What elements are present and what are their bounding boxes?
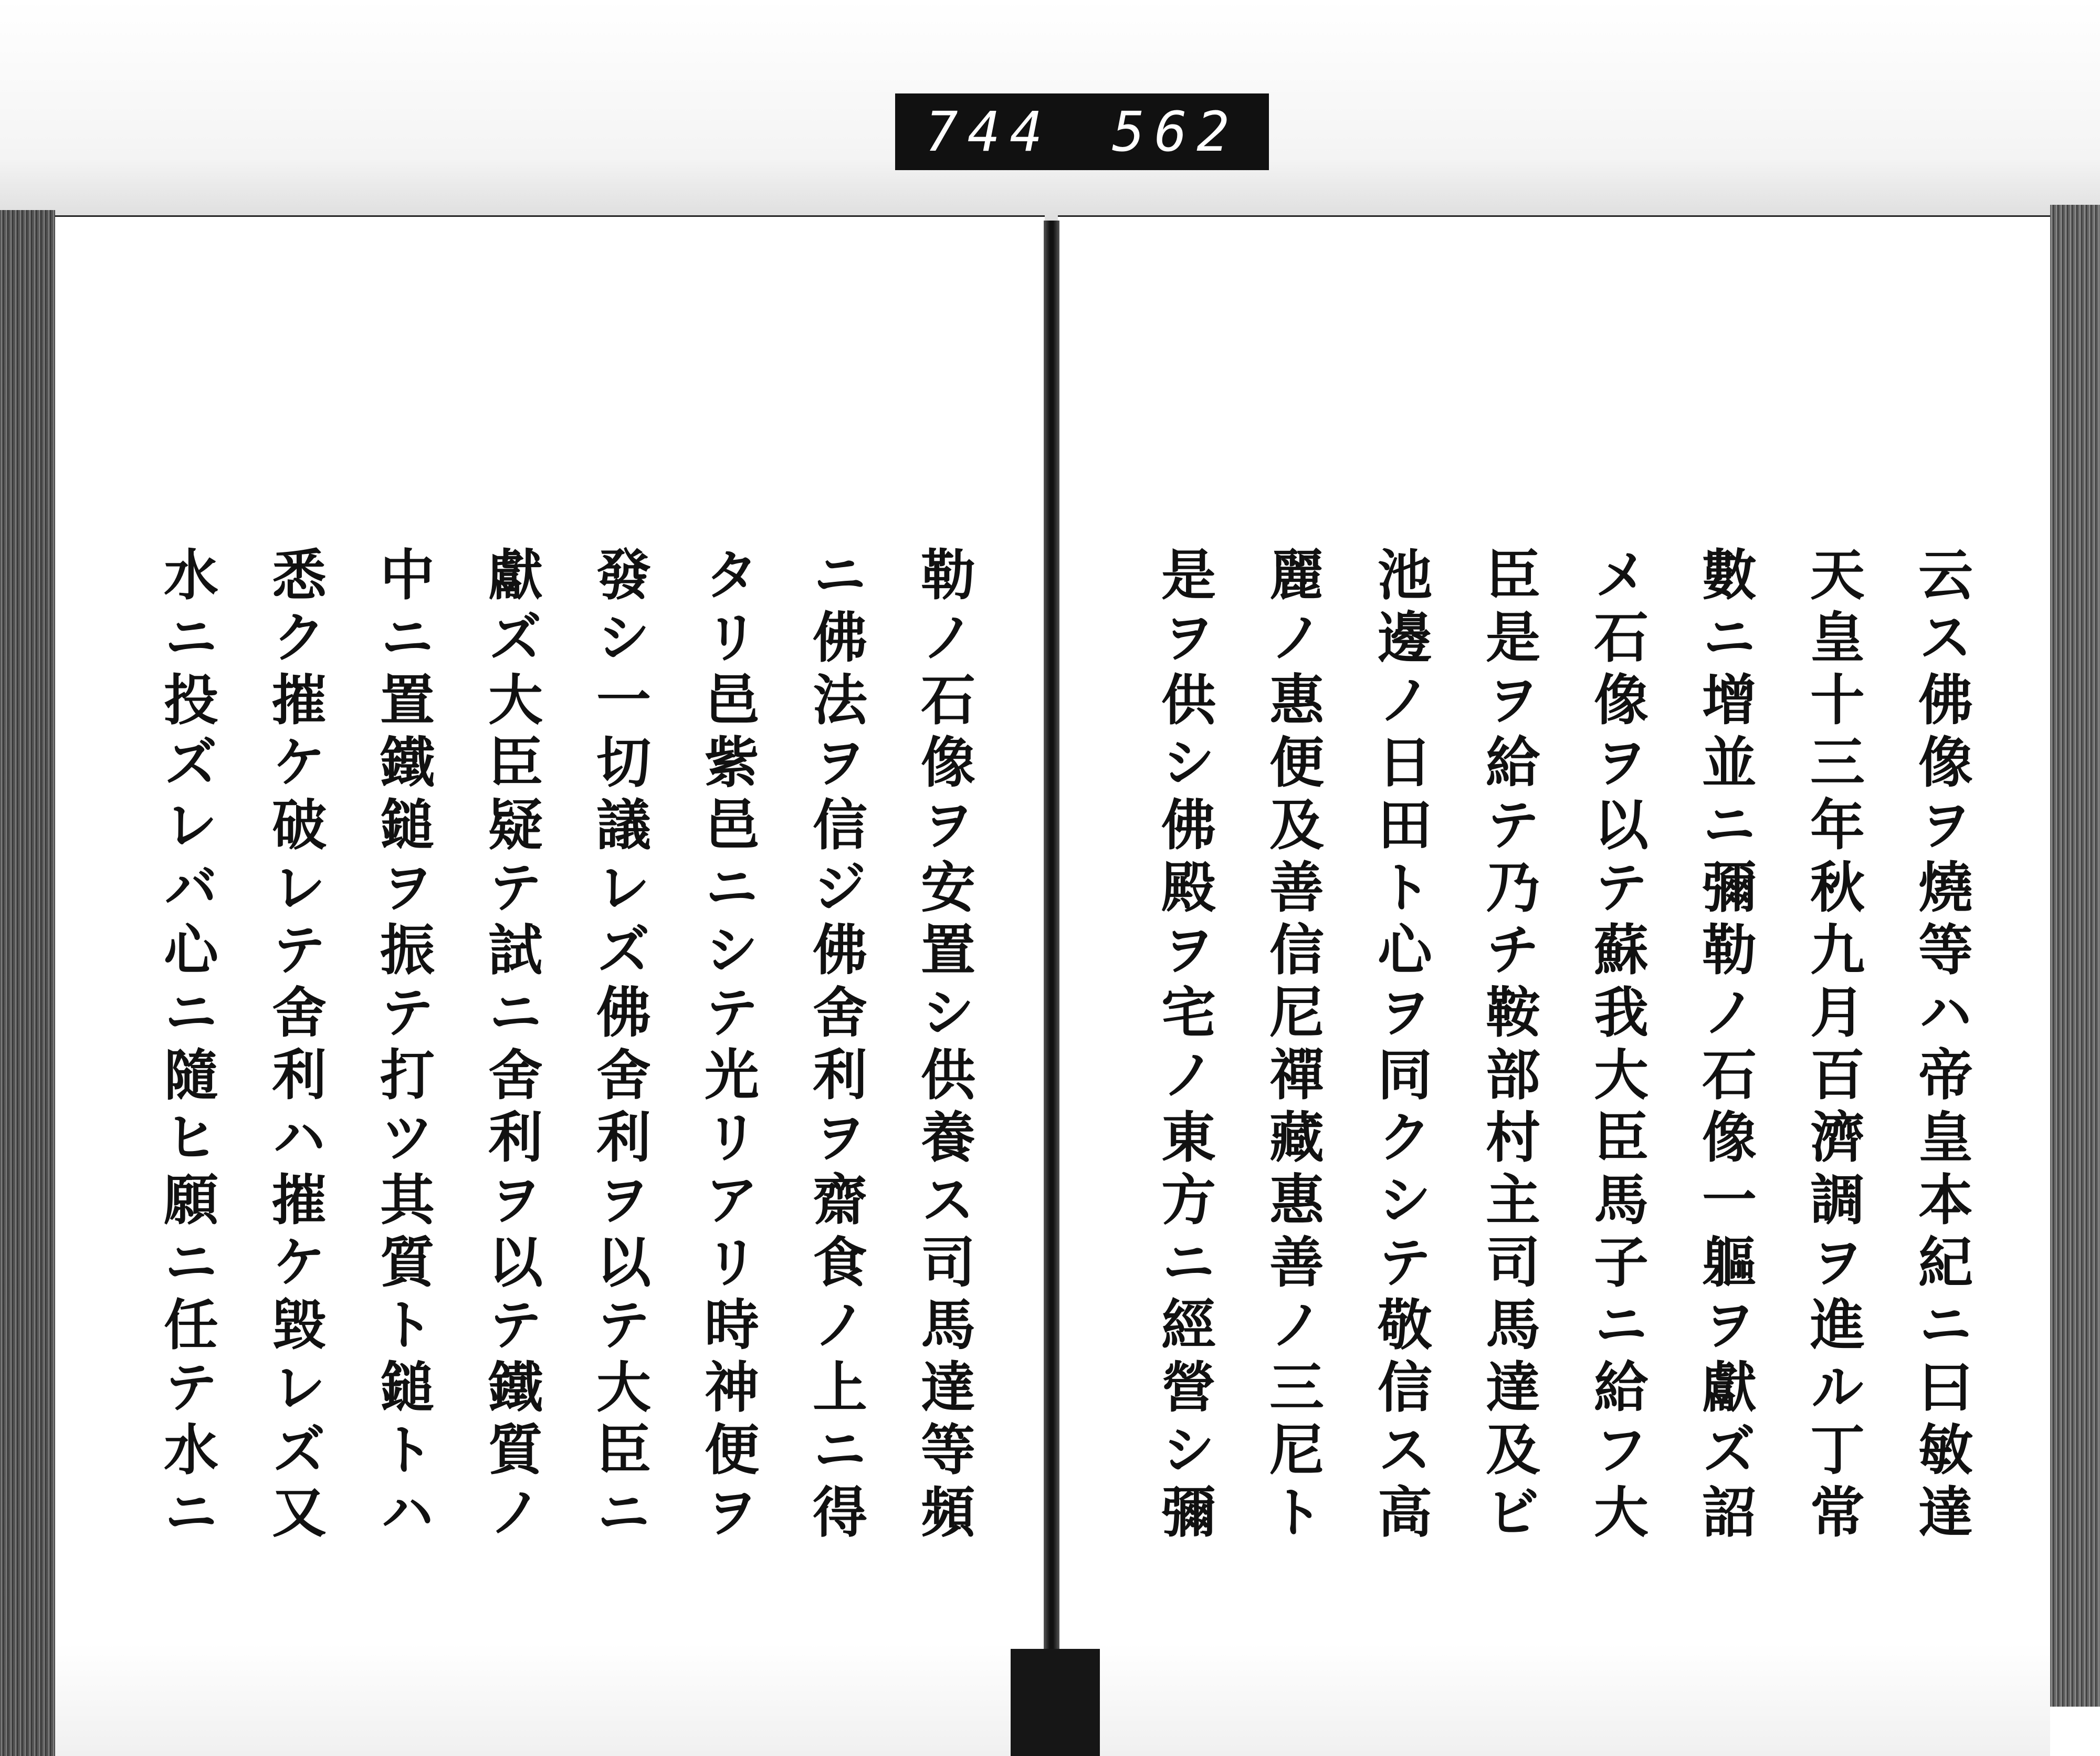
text-column: 天皇十三年秋九月百濟調ヲ進ル丁常 <box>1801 546 1865 1546</box>
text-column: 云ス佛像ヲ燒等ハ帝皇本紀ニ曰敏達 <box>1909 546 1973 1546</box>
text-column: 勒ノ石像ヲ安置シ供養ス司馬達等頻 <box>911 546 976 1546</box>
text-column: 是ヲ供シ佛殿ヲ宅ノ東方ニ經營シ彌 <box>1152 546 1216 1546</box>
gutter-shadow <box>1011 1649 1100 1756</box>
text-column: 中ニ置鐵鎚ヲ振テ打ツ其質ト鎚トハ <box>371 546 435 1546</box>
right-page-text <box>1152 546 1995 1570</box>
label-left-number: 744 <box>925 100 1052 164</box>
book-gutter <box>1044 221 1059 1756</box>
text-column: 發シ一切議レズ佛舍利ヲ以テ大臣ニ <box>587 546 652 1546</box>
text-column: ニ佛法ヲ信ジ佛舍利ヲ齋食ノ上ニ得 <box>803 546 868 1546</box>
text-column: 悉ク摧ケ破レテ舍利ハ摧ケ毀レズ又 <box>262 546 327 1546</box>
label-right-number: 562 <box>1112 100 1239 164</box>
catalog-label <box>895 93 1269 170</box>
text-column: 獻ズ大臣疑テ試ニ舍利ヲ以テ鐵質ノ <box>479 546 543 1546</box>
text-column: 水ニ投ズレバ心ニ隨ヒ願ニ任テ水ニ <box>154 546 219 1546</box>
text-column: 數ニ增並ニ彌勒ノ石像一軀ヲ獻ズ詔 <box>1693 546 1757 1546</box>
text-column: 池邊ノ日田ト心ヲ同クシテ敬信ス高 <box>1368 546 1433 1546</box>
right-page-edges <box>2050 205 2100 1707</box>
text-column: メ石像ヲ以テ蘇我大臣馬子ニ給フ大 <box>1584 546 1649 1546</box>
text-column: タリ邑紫邑ニシテ光リアリ時神便ヲ <box>695 546 760 1546</box>
text-column: 麗ノ惠便及善信尼禪藏惠善ノ三尼ト <box>1260 546 1325 1546</box>
left-page-edges <box>0 210 55 1756</box>
text-column: 臣是ヲ給テ乃チ鞍部村主司馬達及ビ <box>1476 546 1541 1546</box>
left-page-text <box>131 546 998 1570</box>
